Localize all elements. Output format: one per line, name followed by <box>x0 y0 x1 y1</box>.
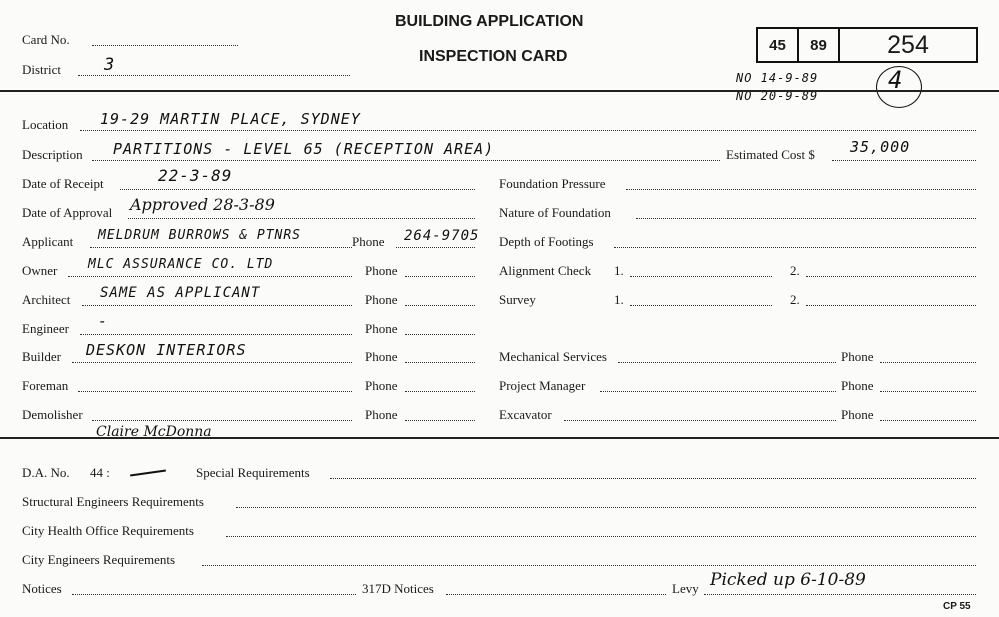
builder-value: DESKON INTERIORS <box>86 341 247 359</box>
engineer-value: - <box>98 312 109 330</box>
excavator-field[interactable] <box>564 420 836 421</box>
project-manager-field[interactable] <box>600 391 836 392</box>
circled-number: 4 <box>888 66 904 94</box>
engineer-phone-label: Phone <box>365 321 398 336</box>
city-engineers-label: City Engineers Requirements <box>22 552 176 567</box>
project-manager-label: Project Manager <box>499 378 586 393</box>
description-field[interactable] <box>92 160 720 161</box>
card-no-field[interactable] <box>92 45 238 46</box>
notices-317d-label: 317D Notices <box>362 581 434 596</box>
builder-phone-field[interactable] <box>405 362 475 363</box>
estimated-cost-label: Estimated Cost $ <box>726 147 815 162</box>
mechanical-field[interactable] <box>618 362 836 363</box>
city-engineers-field[interactable] <box>202 565 976 566</box>
applicant-phone-field[interactable] <box>396 247 475 248</box>
location-value: 19-29 MARTIN PLACE, SYDNEY <box>100 110 361 128</box>
engineer-label: Engineer <box>22 321 69 336</box>
architect-label: Architect <box>22 292 71 307</box>
depth-footings-label: Depth of Footings <box>499 234 594 249</box>
demolisher-field[interactable] <box>92 420 352 421</box>
nature-foundation-label: Nature of Foundation <box>499 205 611 220</box>
alignment-check-num1: 1. <box>614 263 624 278</box>
date-approval-value: Approved 28-3-89 <box>130 195 275 214</box>
owner-field[interactable] <box>68 276 352 277</box>
builder-field[interactable] <box>72 362 352 363</box>
da-dash-mark <box>130 470 166 477</box>
project-manager-phone-field[interactable] <box>880 391 976 392</box>
nature-foundation-field[interactable] <box>636 218 976 219</box>
date-receipt-field[interactable] <box>120 189 475 190</box>
foreman-phone-label: Phone <box>365 378 398 393</box>
owner-phone-field[interactable] <box>405 276 475 277</box>
signature: Claire McDonna <box>96 424 212 440</box>
excavator-label: Excavator <box>499 407 552 422</box>
foreman-phone-field[interactable] <box>405 391 475 392</box>
applicant-field[interactable] <box>90 247 352 248</box>
excavator-phone-label: Phone <box>841 407 874 422</box>
owner-phone-label: Phone <box>365 263 398 278</box>
owner-label: Owner <box>22 263 58 278</box>
survey-field-1[interactable] <box>630 305 772 306</box>
da-value: 44 : <box>90 465 110 480</box>
levy-label: Levy <box>672 581 699 596</box>
demolisher-phone-label: Phone <box>365 407 398 422</box>
title-line2: INSPECTION CARD <box>419 48 568 65</box>
handwritten-note-2: NO 20-9-89 <box>736 89 819 103</box>
handwritten-note-1: NO 14-9-89 <box>736 71 819 85</box>
survey-num1: 1. <box>614 292 624 307</box>
applicant-label: Applicant <box>22 234 74 249</box>
reference-box-card-number: 254 <box>838 27 978 63</box>
reference-box-2: 89 <box>797 27 840 63</box>
mechanical-phone-field[interactable] <box>880 362 976 363</box>
architect-phone-label: Phone <box>365 292 398 307</box>
alignment-check-num2: 2. <box>790 263 800 278</box>
foreman-label: Foreman <box>22 378 69 393</box>
owner-value: MLC ASSURANCE CO. LTD <box>88 257 274 272</box>
description-value: PARTITIONS - LEVEL 65 (RECEPTION AREA) <box>113 140 495 158</box>
project-manager-phone-label: Phone <box>841 378 874 393</box>
date-receipt-value: 22-3-89 <box>158 166 233 185</box>
alignment-check-field-2[interactable] <box>806 276 976 277</box>
engineer-field[interactable] <box>80 334 352 335</box>
levy-field[interactable] <box>704 594 976 595</box>
notices-317d-field[interactable] <box>446 594 666 595</box>
demolisher-label: Demolisher <box>22 407 83 422</box>
levy-value: Picked up 6-10-89 <box>710 570 866 590</box>
applicant-phone-value: 264-9705 <box>404 228 480 244</box>
structural-label: Structural Engineers Requirements <box>22 494 204 509</box>
depth-footings-field[interactable] <box>614 247 976 248</box>
estimated-cost-field[interactable] <box>832 160 976 161</box>
mechanical-phone-label: Phone <box>841 349 874 364</box>
foundation-pressure-field[interactable] <box>626 189 976 190</box>
survey-label: Survey <box>499 292 536 307</box>
location-label: Location <box>22 117 69 132</box>
fields-divider <box>0 437 999 439</box>
special-requirements-label: Special Requirements <box>196 465 310 480</box>
da-label: D.A. No. <box>22 465 70 480</box>
estimated-cost-value: 35,000 <box>850 138 911 156</box>
district-value: 3 <box>104 55 116 75</box>
notices-field[interactable] <box>72 594 356 595</box>
form-code: CP 55 <box>943 601 971 612</box>
survey-field-2[interactable] <box>806 305 976 306</box>
special-requirements-field[interactable] <box>330 478 976 479</box>
district-field[interactable] <box>78 75 350 76</box>
architect-field[interactable] <box>82 305 352 306</box>
applicant-phone-label: Phone <box>352 234 385 249</box>
notices-label: Notices <box>22 581 62 596</box>
date-receipt-label: Date of Receipt <box>22 176 104 191</box>
foreman-field[interactable] <box>78 391 352 392</box>
survey-num2: 2. <box>790 292 800 307</box>
structural-field[interactable] <box>236 507 976 508</box>
health-label: City Health Office Requirements <box>22 523 194 538</box>
builder-label: Builder <box>22 349 61 364</box>
location-field[interactable] <box>80 130 976 131</box>
foundation-pressure-label: Foundation Pressure <box>499 176 606 191</box>
architect-phone-field[interactable] <box>405 305 475 306</box>
builder-phone-label: Phone <box>365 349 398 364</box>
alignment-check-field-1[interactable] <box>630 276 772 277</box>
demolisher-phone-field[interactable] <box>405 420 475 421</box>
reference-box-1: 45 <box>756 27 799 63</box>
header-divider <box>0 90 999 92</box>
date-approval-field[interactable] <box>128 218 475 219</box>
engineer-phone-field[interactable] <box>405 334 475 335</box>
mechanical-label: Mechanical Services <box>499 349 607 364</box>
card-no-label: Card No. <box>22 32 70 47</box>
alignment-check-label: Alignment Check <box>499 263 592 278</box>
applicant-value: MELDRUM BURROWS & PTNRS <box>98 228 302 243</box>
title-line1: BUILDING APPLICATION <box>395 13 584 30</box>
district-label: District <box>22 62 61 77</box>
health-field[interactable] <box>226 536 976 537</box>
excavator-phone-field[interactable] <box>880 420 976 421</box>
description-label: Description <box>22 147 83 162</box>
architect-value: SAME AS APPLICANT <box>100 285 261 301</box>
date-approval-label: Date of Approval <box>22 205 113 220</box>
